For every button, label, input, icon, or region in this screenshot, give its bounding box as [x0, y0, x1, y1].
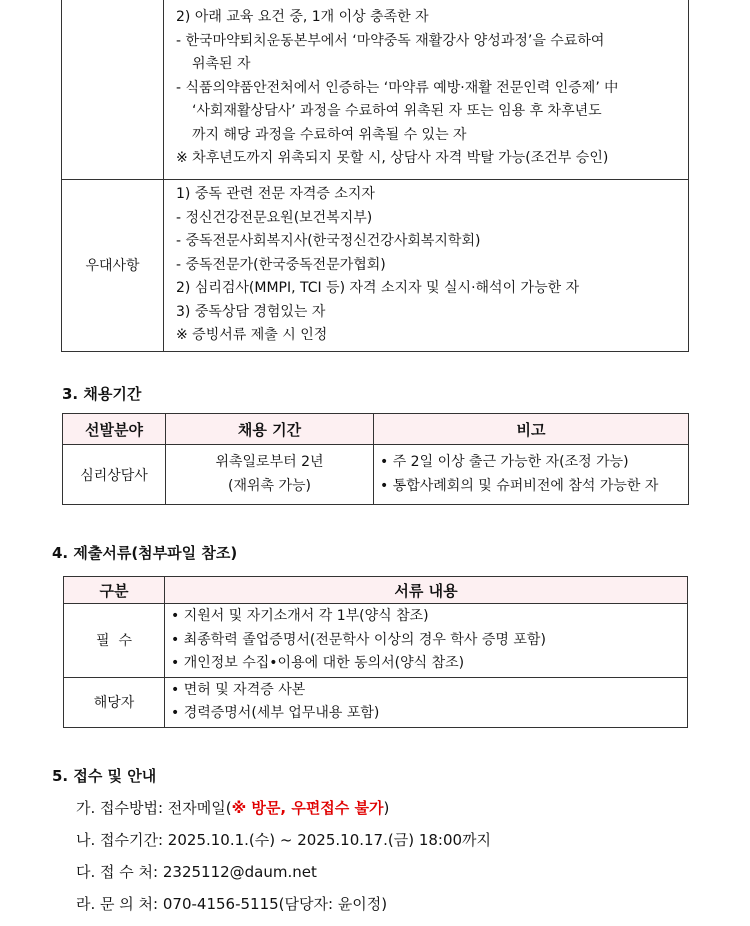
section-3-title: 3. 채용기간	[62, 385, 142, 403]
table-row	[63, 445, 689, 505]
col-header-field: 선발분야	[63, 414, 166, 445]
document-item: • 개인정보 수집•이용에 대한 동의서(양식 참조)	[171, 655, 465, 671]
document-item: • 최종학력 졸업증명서(전문학사 이상의 경우 학사 증명 포함)	[171, 631, 546, 648]
table-row	[64, 677, 688, 727]
submission-warning: ※ 방문, 우편접수 불가	[231, 799, 384, 817]
required-label: 필 수	[64, 604, 165, 678]
preference-line: 3) 중독상담 경험있는 자	[176, 303, 326, 320]
submission-address: 다. 접 수 처: 2325112@daum.net	[76, 863, 317, 881]
applicable-items-cell	[165, 677, 688, 727]
section-5-title: 5. 접수 및 안내	[52, 767, 157, 785]
preference-line: ※ 증빙서류 제출 시 인정	[176, 327, 328, 343]
section-4-title: 4. 제출서류(첨부파일 참조)	[52, 544, 238, 562]
qualification-label-cell	[62, 0, 164, 180]
submission-method	[76, 797, 389, 818]
qualification-line: 위촉된 자	[192, 56, 251, 73]
inquiry-contact: 라. 문 의 처: 070-4156-5115(담당자: 윤이정)	[76, 895, 388, 913]
table-row	[62, 180, 689, 352]
table-header-row	[63, 414, 689, 445]
preference-line: - 중독전문가(한국중독전문가협회)	[176, 256, 386, 273]
preference-detail-cell	[164, 180, 689, 352]
col-header-documents: 서류 내용	[165, 577, 688, 604]
document-item: • 면허 및 자격증 사본	[171, 681, 306, 698]
table-row	[64, 604, 688, 678]
preference-line: 2) 심리검사(MMPI, TCI 등) 자격 소지자 및 실시·해석이 가능한 자	[176, 280, 580, 296]
col-header-period: 채용 기간	[166, 414, 374, 445]
notes-item: • 주 2일 이상 출근 가능한 자(조정 가능)	[380, 454, 629, 470]
period-cell	[166, 445, 374, 505]
preference-line: - 정신건강전문요원(보건복지부)	[176, 209, 373, 226]
employment-period-table	[62, 413, 689, 505]
submission-method-suffix: )	[383, 799, 390, 817]
document-item: • 경력증명서(세부 업무내용 포함)	[171, 705, 380, 721]
qualification-detail-cell	[164, 0, 689, 180]
table-row	[62, 0, 689, 180]
qualification-line: - 식품의약품안전처에서 인증하는 ‘마약류 예방·재활 전문인력 인증제’ 中	[176, 79, 619, 96]
documents-table	[63, 576, 688, 728]
preference-line: 1) 중독 관련 전문 자격증 소지자	[176, 186, 375, 202]
field-cell: 심리상담사	[63, 445, 166, 505]
preference-label: 우대사항	[62, 180, 164, 352]
qualification-line: ※ 차후년도까지 위촉되지 못할 시, 상담사 자격 박탈 가능(조건부 승인)	[176, 150, 609, 167]
period-line: (재위촉 가능)	[228, 477, 311, 494]
qualification-line: ‘사회재활상담사’ 과정을 수료하여 위촉된 자 또는 임용 후 차후년도	[192, 103, 602, 120]
notes-item: • 통합사례회의 및 슈퍼비전에 참석 가능한 자	[380, 477, 659, 494]
qualification-line: 2) 아래 교육 요건 중, 1개 이상 충족한 자	[176, 9, 429, 26]
qualification-line: - 한국마약퇴치운동본부에서 ‘마약중독 재활강사 양성과정’을 수료하여	[176, 32, 605, 49]
preference-line: - 중독전문사회복지사(한국정신건강사회복지학회)	[176, 233, 481, 249]
submission-method-prefix: 가. 접수방법: 전자메일(	[76, 799, 232, 817]
applicable-label: 해당자	[64, 677, 165, 727]
submission-period: 나. 접수기간: 2025.10.1.(수) ~ 2025.10.17.(금) 18:00까지	[76, 831, 492, 849]
col-header-category: 구분	[64, 577, 165, 604]
qualification-line: 까지 해당 과정을 수료하여 위촉될 수 있는 자	[192, 126, 467, 143]
period-line: 위촉일로부터 2년	[215, 454, 324, 470]
notes-cell	[374, 445, 689, 505]
col-header-notes: 비고	[374, 414, 689, 445]
required-items-cell	[165, 604, 688, 678]
document-item: • 지원서 및 자기소개서 각 1부(양식 참조)	[171, 608, 429, 624]
qualification-table	[61, 0, 689, 352]
table-header-row	[64, 577, 688, 604]
